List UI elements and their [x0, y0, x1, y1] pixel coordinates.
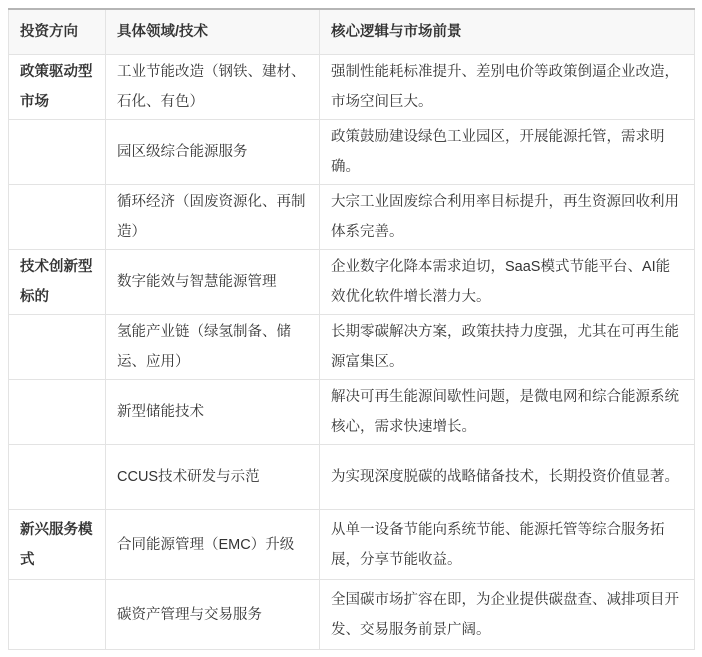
cell-field: 循环经济（固废资源化、再制造）	[106, 185, 320, 250]
cell-field: CCUS技术研发与示范	[106, 445, 320, 510]
cell-field: 园区级综合能源服务	[106, 120, 320, 185]
cell-logic: 长期零碳解决方案，政策扶持力度强，尤其在可再生能源富集区。	[320, 315, 695, 380]
col-header-field: 具体领域/技术	[106, 9, 320, 55]
table-row	[9, 510, 695, 580]
cell-logic: 为实现深度脱碳的战略储备技术，长期投资价值显著。	[320, 445, 695, 510]
investment-table-container	[8, 8, 694, 650]
table-row	[9, 120, 695, 185]
col-header-direction: 投资方向	[9, 9, 106, 55]
cell-direction	[9, 445, 106, 510]
cell-direction	[9, 580, 106, 650]
cell-logic: 企业数字化降本需求迫切，SaaS模式节能平台、AI能效优化软件增长潜力大。	[320, 250, 695, 315]
table-row	[9, 380, 695, 445]
cell-direction	[9, 185, 106, 250]
col-header-logic: 核心逻辑与市场前景	[320, 9, 695, 55]
cell-direction: 新兴服务模式	[9, 510, 106, 580]
investment-table	[8, 8, 695, 650]
cell-direction: 政策驱动型市场	[9, 55, 106, 120]
cell-logic: 解决可再生能源间歇性问题，是微电网和综合能源系统核心，需求快速增长。	[320, 380, 695, 445]
cell-logic: 强制性能耗标准提升、差别电价等政策倒逼企业改造，市场空间巨大。	[320, 55, 695, 120]
table-row	[9, 315, 695, 380]
cell-direction	[9, 380, 106, 445]
cell-field: 数字能效与智慧能源管理	[106, 250, 320, 315]
cell-logic: 从单一设备节能向系统节能、能源托管等综合服务拓展，分享节能收益。	[320, 510, 695, 580]
table-row	[9, 185, 695, 250]
cell-logic: 全国碳市场扩容在即，为企业提供碳盘查、减排项目开发、交易服务前景广阔。	[320, 580, 695, 650]
table-row	[9, 580, 695, 650]
cell-direction	[9, 120, 106, 185]
cell-field: 碳资产管理与交易服务	[106, 580, 320, 650]
table-row	[9, 250, 695, 315]
cell-direction: 技术创新型标的	[9, 250, 106, 315]
cell-field: 工业节能改造（钢铁、建材、石化、有色）	[106, 55, 320, 120]
cell-field: 合同能源管理（EMC）升级	[106, 510, 320, 580]
cell-logic: 政策鼓励建设绿色工业园区，开展能源托管，需求明确。	[320, 120, 695, 185]
cell-field: 新型储能技术	[106, 380, 320, 445]
table-row	[9, 445, 695, 510]
cell-logic: 大宗工业固废综合利用率目标提升，再生资源回收利用体系完善。	[320, 185, 695, 250]
cell-direction	[9, 315, 106, 380]
cell-field: 氢能产业链（绿氢制备、储运、应用）	[106, 315, 320, 380]
table-row	[9, 55, 695, 120]
header-row	[9, 9, 695, 55]
